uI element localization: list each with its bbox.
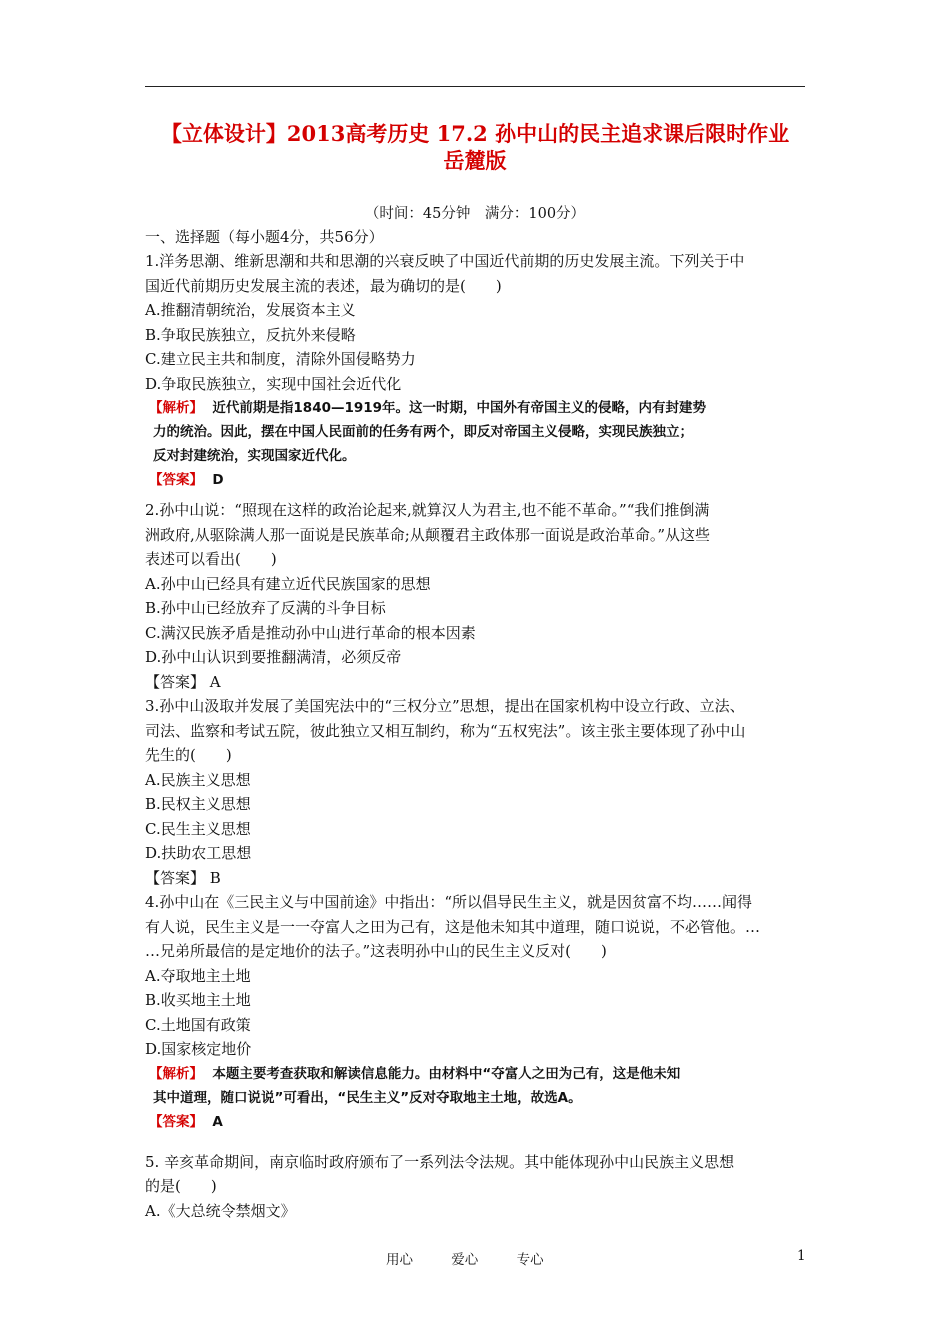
analysis-line: 力的统治。因此，摆在中国人民面前的任务有两个，即反对帝国主义侵略，实现民族独立； [153,424,693,440]
question-stem-line: 2.孙中山说：“照现在这样的政治论起来,就算汉人为君主,也不能不革命。”“我们推倒满 [145,501,710,519]
option-d: D.争取民族独立，实现中国社会近代化 [145,374,402,393]
footer-word: 专心 [516,1252,544,1268]
question-4 [145,890,810,1134]
option-d: D.国家核定地价 [145,1040,252,1058]
option-b: B.争取民族独立，反抗外来侵略 [145,325,356,344]
document-title [120,120,830,174]
question-stem-line: 4.孙中山在《三民主义与中国前途》中指出：“所以倡导民生主义，就是因贫富不均……闻得 [145,893,752,911]
answer-label: 【答案】 [149,472,203,488]
option-b: B.孙中山已经放弃了反满的斗争目标 [145,599,386,617]
analysis-line: 其中道理，随口说说”可看出，“民生主义”反对夺取地主土地，故选A。 [153,1089,582,1106]
analysis-label: 【解析】 [149,1065,203,1082]
question-stem-line: 司法、监察和考试五院，彼此独立又相互制约，称为“五权宪法”。该主张主要体现了孙中山 [145,721,746,740]
answer-label: 【答案】 [149,1113,203,1130]
answer-value: A [212,1113,223,1130]
question-stem-line: …兄弟所最信的是定地价的法子。”这表明孙中山的民生主义反对( ) [145,942,607,960]
question-stem-line: 5. 辛亥革命期间，南京临时政府颁布了一系列法令法规。其中能体现孙中山民族主义思想 [145,1152,735,1171]
footer-word: 用心 [386,1252,413,1268]
option-b: B.收买地主土地 [145,991,251,1009]
option-a: A.孙中山已经具有建立近代民族国家的思想 [145,574,431,593]
title-line-2: 岳麓版 [443,148,507,173]
option-d: D.扶助农工思想 [145,844,252,862]
title-line-1: 【立体设计】2013高考历史 17.2 孙中山的民主追求课后限时作业 [160,121,790,146]
section-title: 一、选择题（每小题4分，共56分） [145,228,384,246]
option-c: C.满汉民族矛盾是推动孙中山进行革命的根本因素 [145,623,476,642]
question-stem-line: 先生的( ) [145,746,232,764]
answer-label: 【答案】 [145,868,206,887]
analysis-label: 【解析】 [149,400,203,416]
option-a: A.《大总统令禁烟文》 [145,1201,296,1220]
answer-line [145,866,810,891]
header-rule [145,86,805,87]
option-a: A.推翻清朝统治，发展资本主义 [145,301,356,319]
footer-motto [386,1248,578,1268]
question-3 [145,694,810,890]
option-a: A.夺取地主土地 [145,966,251,985]
question-stem-line: 有人说，民生主义是一一夺富人之田为己有，这是他未知其中道理，随口说说，不必管他。… [145,917,761,936]
question-5 [145,1150,810,1224]
answer-line [145,670,810,695]
question-stem-line: 表述可以看出( ) [145,550,277,568]
page-number: 1 [797,1248,806,1264]
question-2 [145,498,810,694]
answer-line [145,468,810,492]
analysis-text: 近代前期是指1840—1919年。这一时期，中国外有帝国主义的侵略，内有封建势 [212,400,707,416]
option-c: C.土地国有政策 [145,1015,251,1034]
option-b: B.民权主义思想 [145,795,251,813]
option-c: C.建立民主共和制度，清除外国侵略势力 [145,350,416,368]
document-body [145,226,810,1223]
option-a: A.民族主义思想 [145,770,251,789]
footer-word: 爱心 [451,1252,479,1268]
analysis-line [145,396,810,420]
question-1 [145,249,810,492]
question-stem-line: 国近代前期历史发展主流的表述，最为确切的是( ) [145,276,502,295]
answer-value: B [209,868,221,887]
answer-value: A [209,672,221,691]
exam-meta: （时间：45分钟 满分：100分） [364,206,586,222]
answer-value: D [212,472,224,488]
analysis-line [145,1062,810,1086]
question-stem-line: 1.洋务思潮、维新思潮和共和思潮的兴衰反映了中国近代前期的历史发展主流。下列关于中 [145,252,745,270]
answer-line [145,1110,810,1134]
question-stem-line: 3.孙中山汲取并发展了美国宪法中的“三权分立”思想，提出在国家机构中设立行政、立法、 [145,697,745,715]
answer-label: 【答案】 [145,672,206,691]
analysis-text: 本题主要考查获取和解读信息能力。由材料中“夺富人之田为己有，这是他未知 [212,1065,681,1082]
question-stem-line: 洲政府,从驱除满人那一面说是民族革命;从颠覆君主政体那一面说是政治革命。”从这些 [145,525,710,544]
analysis-line: 反对封建统治，实现国家近代化。 [153,448,356,464]
option-d: D.孙中山认识到要推翻满清，必须反帝 [145,648,402,666]
option-c: C.民生主义思想 [145,819,251,838]
question-stem-line: 的是( ) [145,1177,217,1195]
